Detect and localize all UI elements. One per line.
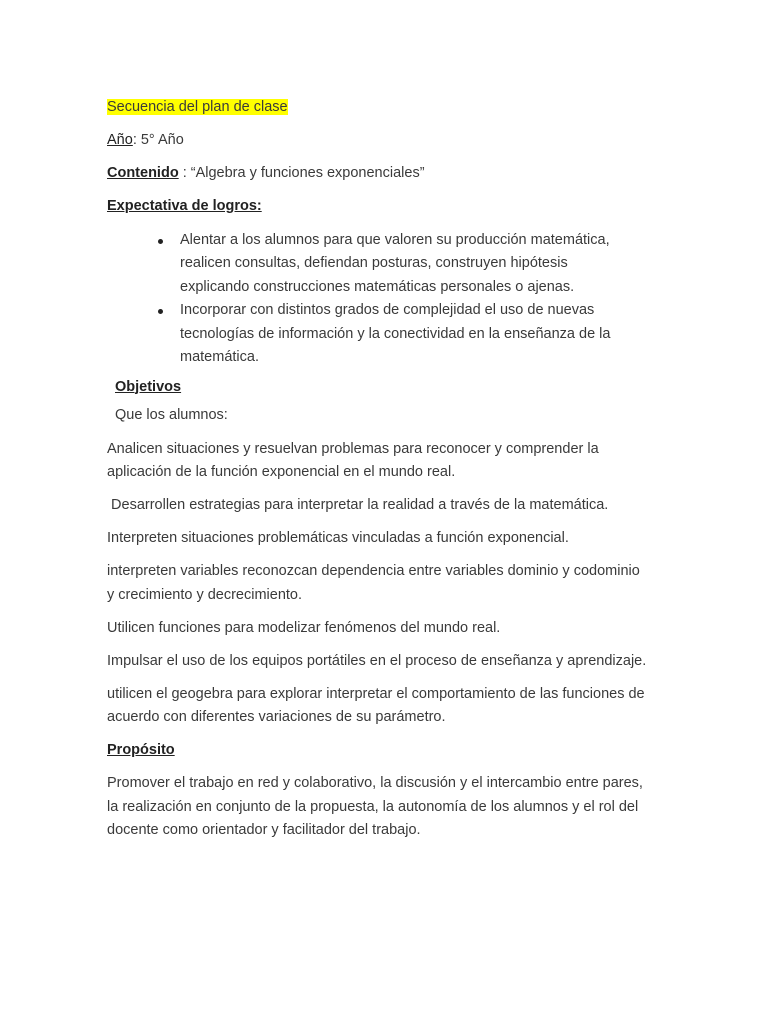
title-highlight: Secuencia del plan de clase bbox=[107, 99, 288, 115]
objetivo-item: Utilicen funciones para modelizar fenómenos del mundo real. bbox=[107, 619, 501, 636]
objetivos-heading-text: Objetivos bbox=[115, 378, 182, 395]
anio-label: Año bbox=[107, 132, 133, 148]
bullet-icon bbox=[158, 239, 163, 244]
proposito-heading-text: Propósito bbox=[107, 742, 175, 758]
contenido-label: Contenido bbox=[107, 165, 179, 181]
objetivos-intro: Que los alumnos: bbox=[115, 407, 228, 423]
objetivo-item: Impulsar el uso de los equipos portátiles en el proceso de enseñanza y aprendizaje. bbox=[107, 652, 647, 669]
list-item-text: Alentar a los alumnos para que valoren su producción matemática, realicen consultas, defiendan posturas, construyen hipótesis explicando construcciones matemáticas personales o ajenas. bbox=[180, 231, 610, 295]
objetivo-item: utilicen el geogebra para explorar interpretar el comportamiento de las funciones de acuerdo con diferentes variaciones de su parámetro. bbox=[107, 685, 645, 725]
objetivos-heading bbox=[107, 376, 647, 400]
document-page bbox=[107, 96, 647, 852]
objetivo-item: Interpreten situaciones problemáticas vinculadas a función exponencial. bbox=[107, 530, 569, 546]
objetivo-item: Desarrollen estrategias para interpretar la realidad a través de la matemática. bbox=[107, 497, 609, 513]
bullet-icon bbox=[158, 309, 163, 314]
contenido-line bbox=[107, 162, 647, 186]
contenido-value: : “Algebra y funciones exponenciales” bbox=[178, 165, 425, 181]
expectativa-heading-text: Expectativa de logros: bbox=[107, 198, 262, 214]
list-item-text: Incorporar con distintos grados de complejidad el uso de nuevas tecnologías de información y la conectividad en la enseñanza de la matemática. bbox=[180, 302, 611, 365]
list-item bbox=[154, 299, 634, 370]
expectativa-heading bbox=[107, 195, 647, 219]
objetivo-item: interpreten variables reconozcan dependencia entre variables dominio y codominio y crecimiento y decrecimiento. bbox=[107, 563, 640, 603]
proposito-text: Promover el trabajo en red y colaborativo, la discusión y el intercambio entre pares, la realización en conjunto de la propuesta, la autonomía de los alumnos y el rol del docente como orientador y facilitador del trabajo. bbox=[107, 775, 643, 838]
document-title bbox=[107, 96, 647, 120]
proposito-heading bbox=[107, 739, 647, 763]
objetivo-item: Analicen situaciones y resuelvan problemas para reconocer y comprender la aplicación de la función exponencial en el mundo real. bbox=[107, 440, 599, 480]
anio-line bbox=[107, 129, 647, 153]
anio-value: : 5° Año bbox=[132, 132, 184, 148]
list-item bbox=[154, 229, 634, 300]
expectativa-list bbox=[154, 229, 634, 370]
